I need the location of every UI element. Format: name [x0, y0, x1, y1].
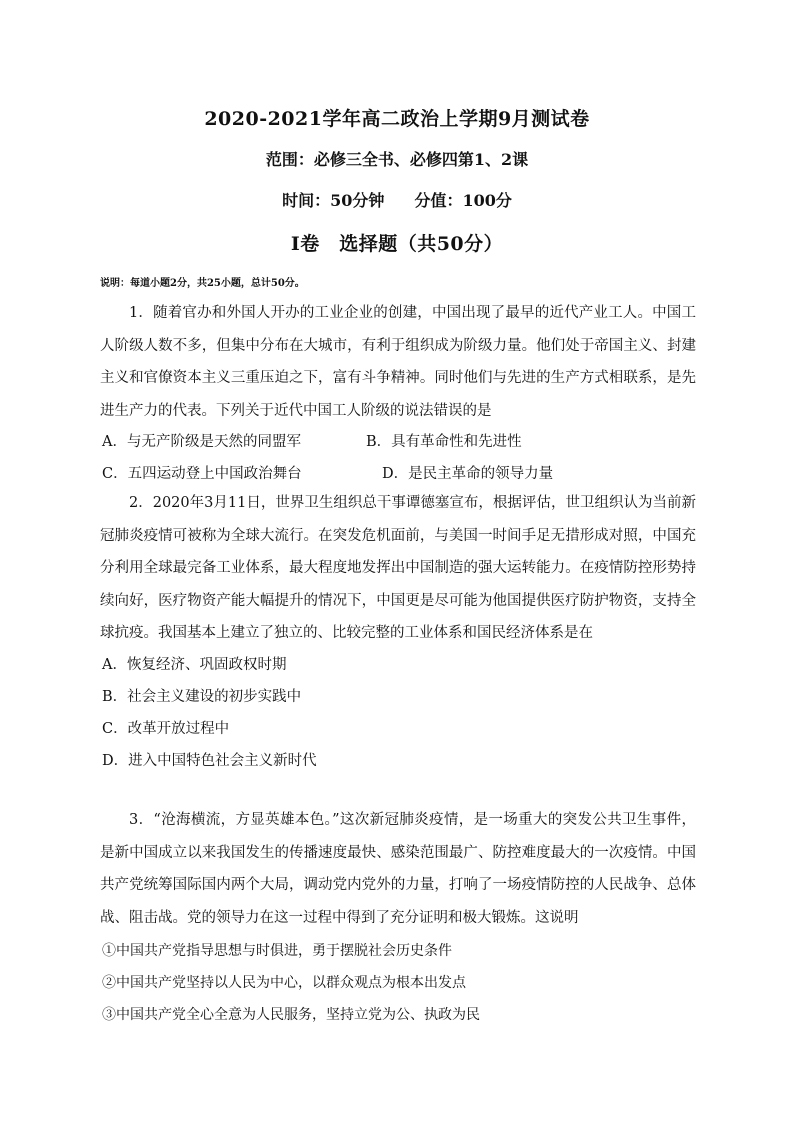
- question-1-stem: 1．随着官办和外国人开办的工业企业的创建，中国出现了最早的近代产业工人。中国工人阶级人数不多，但集中分布在大城市，有利于组织成为阶级力量。他们处于帝国主义、封建主义和官僚资本主义三重压迫之下，富有斗争精神。同时他们与先进的生产方式相联系，是先进生产力的代表。下列关于近代中国工人阶级的说法错误的是: [100, 305, 696, 419]
- question-1-option-b: B．具有革命性和先进性: [366, 434, 522, 450]
- question-1-option-a: A．与无产阶级是天然的同盟军: [102, 434, 301, 450]
- exam-time-score: [0, 188, 794, 211]
- exam-time: 时间：50分钟: [282, 191, 385, 210]
- question-3-statement-3: ③中国共产党全心全意为人民服务，坚持立党为公、执政为民: [102, 1007, 480, 1023]
- question-3-statement-1: ①中国共产党指导思想与时俱进，勇于摆脱社会历史条件: [102, 943, 452, 959]
- exam-score: 分值：100分: [414, 191, 512, 210]
- exam-title: 2020-2021学年高二政治上学期9月测试卷: [204, 108, 590, 130]
- question-2-option-a: A．恢复经济、巩固政权时期: [102, 657, 287, 673]
- section-heading: Ⅰ卷 选择题（共50分）: [290, 233, 504, 255]
- question-3-stem: 3．“沧海横流，方显英雄本色。”这次新冠肺炎疫情，是一场重大的突发公共卫生事件，是新中国成立以来我国发生的传播速度最快、感染范围最广、防控难度最大的一次疫情。中国共产党统筹国际国内两个大局，调动党内党外的力量，打响了一场疫情防控的人民战争、总体战、阻击战。党的领导力在这一过程中得到了充分证明和极大锻炼。这说明: [100, 812, 696, 926]
- question-2-option-c: C．改革开放过程中: [102, 721, 230, 737]
- question-2-option-b: B．社会主义建设的初步实践中: [102, 689, 302, 705]
- question-3-statement-2: ②中国共产党坚持以人民为中心，以群众观点为根本出发点: [102, 975, 466, 991]
- question-1-option-c: C．五四运动登上中国政治舞台: [102, 466, 302, 482]
- question-1-option-d: D．是民主革命的领导力量: [382, 466, 554, 482]
- question-2-option-d: D．进入中国特色社会主义新时代: [102, 753, 317, 769]
- instructions-note: 说明：每道小题2分，共25小题，总计50分。: [100, 278, 305, 289]
- question-2-stem: 2．2020年3月11日，世界卫生组织总干事谭德塞宣布，根据评估，世卫组织认为当前新冠肺炎疫情可被称为全球大流行。在突发危机面前，与美国一时间手足无措形成对照，中国充分利用全球最完备工业体系，最大程度地发挥出中国制造的强大运转能力。在疫情防控形势持续向好，医疗物资产能大幅提升的情况下，中国更是尽可能为他国提供医疗防护物资，支持全球抗疫。我国基本上建立了独立的、比较完整的工业体系和国民经济体系是在: [100, 495, 696, 641]
- exam-scope: 范围：必修三全书、必修四第1、2课: [265, 150, 529, 169]
